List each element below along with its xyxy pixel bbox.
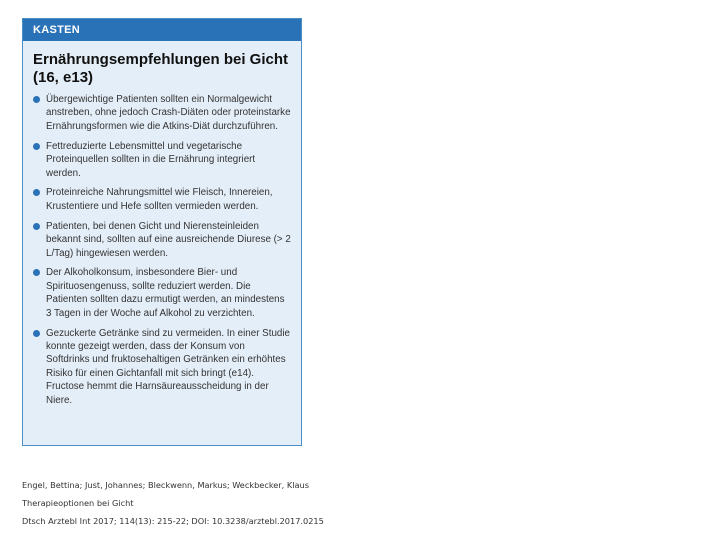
- box-header: KASTEN: [23, 19, 301, 41]
- list-item: [33, 93, 291, 133]
- list-item: [33, 220, 291, 260]
- bullet-dot-icon: [33, 143, 40, 150]
- info-box: [22, 18, 302, 446]
- bullet-dot-icon: [33, 189, 40, 196]
- list-item: [33, 186, 291, 213]
- bullet-dot-icon: [33, 96, 40, 103]
- list-item: [33, 327, 291, 407]
- list-item-text: Patienten, bei denen Gicht und Nierensteinleiden bekannt sind, sollten auf eine ausreichende Diurese (> 2 L/Tag) hingewiesen werden.: [46, 220, 291, 259]
- list-item-text: Proteinreiche Nahrungsmittel wie Fleisch, Innereien, Krustentiere und Hefe sollten vermieden werden.: [46, 187, 273, 212]
- recommendation-list: [23, 93, 301, 407]
- citation-journal: Dtsch Arztebl Int 2017; 114(13): 215-22; DOI: 10.3238/arztebl.2017.0215: [22, 516, 324, 526]
- citation-authors: Engel, Bettina; Just, Johannes; Bleckwenn, Markus; Weckbecker, Klaus: [22, 480, 309, 490]
- list-item: [33, 140, 291, 180]
- bullet-dot-icon: [33, 269, 40, 276]
- list-item: [33, 266, 291, 320]
- bullet-dot-icon: [33, 223, 40, 230]
- list-item-text: Übergewichtige Patienten sollten ein Normalgewicht anstreben, ohne jedoch Crash-Diäten oder proteinstarke Ernährungsformen wie die Atkins-Diät durchzuführen.: [46, 94, 291, 132]
- list-item-text: Der Alkoholkonsum, insbesondere Bier- und Spirituosengenuss, sollte reduziert werden. Die Patienten sollten dazu ermutigt werden, an mindestens 3 Tagen in der Woche auf Alkohol zu verzichten.: [46, 267, 285, 319]
- citation: [22, 476, 702, 530]
- list-item-text: Fettreduzierte Lebensmittel und vegetarische Proteinquellen sollten in die Ernährung integriert werden.: [46, 140, 256, 179]
- box-title: Ernährungsempfehlungen bei Gicht (16, e13): [33, 51, 289, 86]
- citation-article-title: Therapieoptionen bei Gicht: [22, 498, 134, 508]
- list-item-text: Gezuckerte Getränke sind zu vermeiden. In einer Studie konnte gezeigt werden, dass der Konsum von Softdrinks und fruktosehaltigen Getränken ein erhöhtes Risiko für einen Gichtanfall mit sich bringt (e14). Fructose hemmt die Harnsäureausscheidung in der Niere.: [46, 327, 290, 406]
- bullet-dot-icon: [33, 330, 40, 337]
